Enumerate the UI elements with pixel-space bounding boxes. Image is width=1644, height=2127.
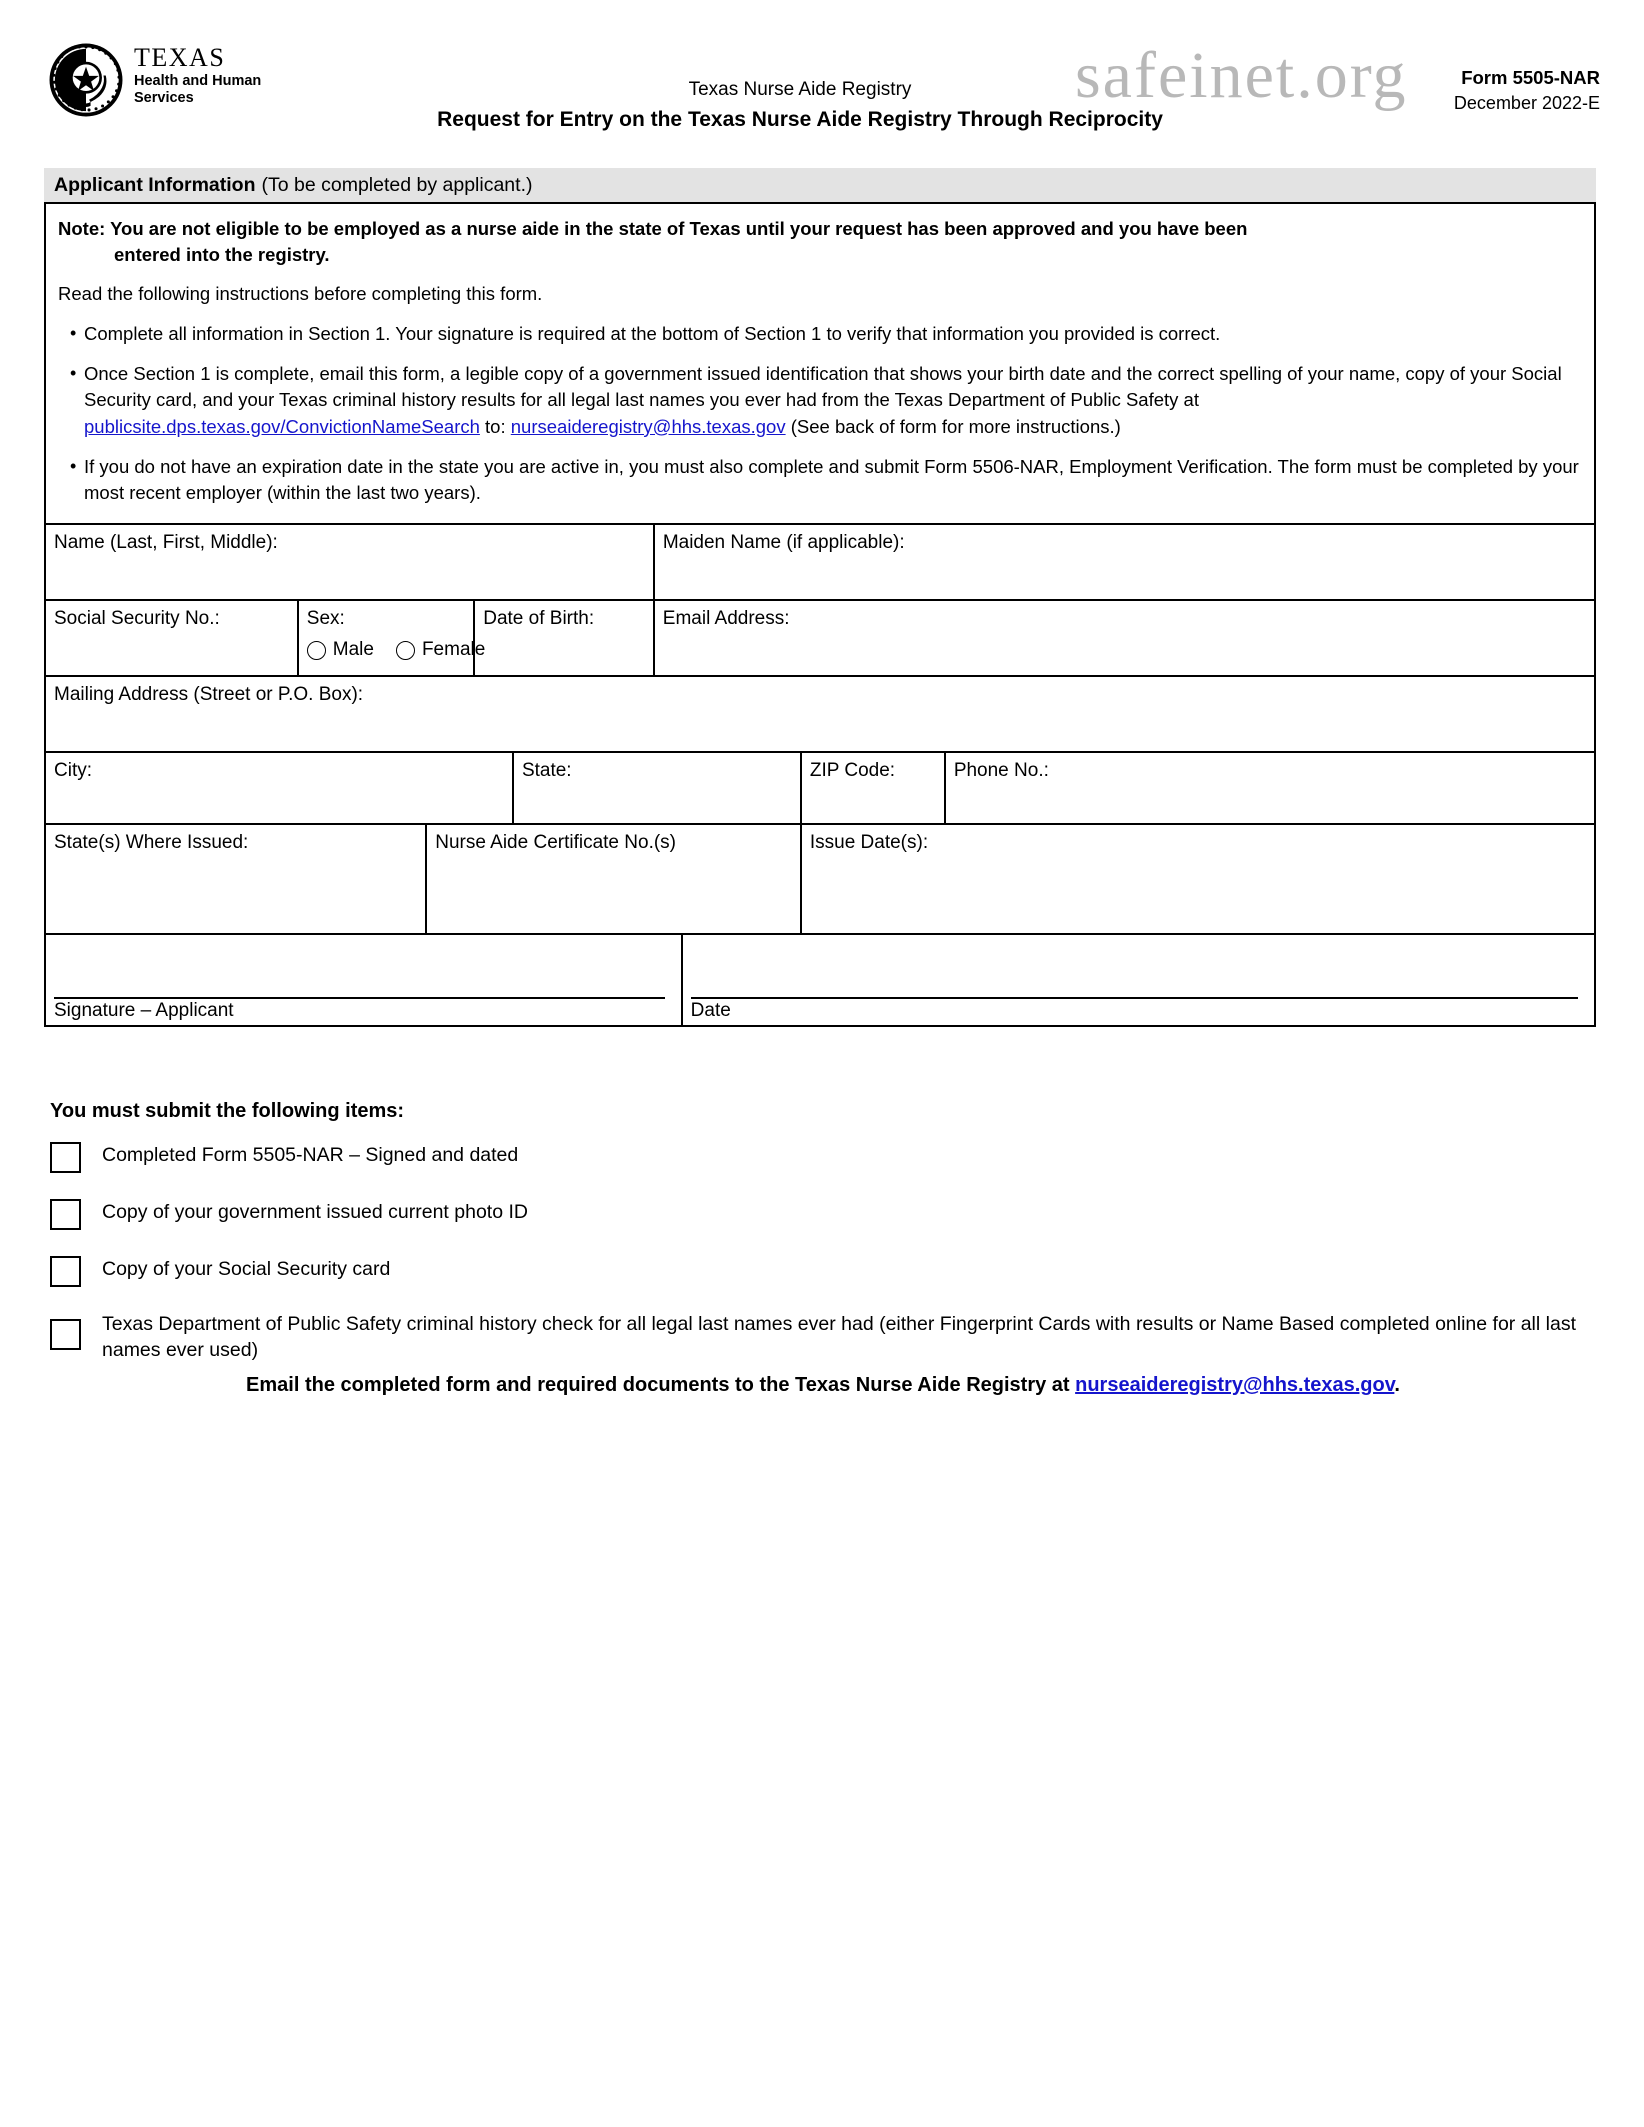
field-label-phone-no: Phone No.: [953, 759, 1049, 781]
checklist-label: Texas Department of Public Safety criminal history check for all legal last names ever had (either Fingerprint Cards with results or Name Based completed online for all last names ever used) [102, 1313, 1576, 1362]
field-email-address[interactable] [653, 601, 1594, 675]
field-label-city: City: [54, 759, 92, 781]
submit-items-checklist [50, 1140, 1596, 1388]
title-block [300, 78, 1300, 133]
checkbox-social-security-card[interactable] [50, 1256, 81, 1287]
agency-sub-line-1: Health and Human [134, 73, 262, 90]
form-number: Form 5505-NAR [1461, 67, 1600, 88]
field-phone-no[interactable] [944, 753, 1594, 823]
field-label-social-security-no: Social Security No.: [54, 607, 220, 629]
checklist-item[interactable] [50, 1140, 1596, 1173]
section-header-applicant-information [44, 168, 1596, 202]
agency-name: TEXAS [134, 43, 226, 72]
field-label-certificate-no: Nurse Aide Certificate No.(s) [435, 831, 676, 853]
radio-label-male: Male [332, 639, 374, 661]
submit-items-heading: You must submit the following items: [50, 1100, 405, 1122]
field-certificate-no[interactable] [425, 825, 800, 933]
field-label-state: State: [521, 759, 572, 781]
radio-male[interactable] [307, 641, 326, 660]
field-label-date-of-birth: Date of Birth: [483, 607, 595, 629]
field-label-date: Date [690, 999, 731, 1021]
eligibility-note [58, 216, 1580, 267]
checklist-item[interactable] [50, 1254, 1596, 1287]
checkbox-completed-form[interactable] [50, 1142, 81, 1173]
checklist-item[interactable] [50, 1309, 1596, 1364]
field-mailing-address[interactable] [46, 677, 1594, 751]
bullet-2-text-before: Once Section 1 is complete, email this form, a legible copy of a government issued identification that shows your birth date and the correct spelling of your name, copy of your Social Security card, and your Texas criminal history results for all legal last names you ever had from the Texas Department of Public Safety at [84, 363, 1562, 411]
radio-female[interactable] [396, 641, 415, 660]
footer-text-after: . [1394, 1374, 1400, 1396]
field-label-states-where-issued: State(s) Where Issued: [54, 831, 249, 853]
section-note: (To be completed by applicant.) [261, 173, 533, 196]
row-signature-date [46, 933, 1594, 1025]
nurse-aide-registry-email-link-inline[interactable]: nurseaideregistry@hhs.texas.gov [510, 415, 786, 437]
row-name [46, 523, 1594, 599]
field-maiden-name[interactable] [653, 525, 1594, 599]
instructions-block [46, 204, 1594, 523]
checklist-label: Completed Form 5505-NAR – Signed and dated [102, 1144, 519, 1166]
registry-subtitle: Texas Nurse Aide Registry [688, 79, 912, 100]
field-label-email-address: Email Address: [662, 607, 790, 629]
field-social-security-no[interactable] [46, 601, 297, 675]
read-instructions-line: Read the following instructions before completing this form. [58, 283, 543, 305]
page-title: Request for Entry on the Texas Nurse Aide Registry Through Reciprocity [437, 107, 1163, 131]
texas-state-seal-icon [48, 42, 124, 118]
sex-options [307, 638, 486, 662]
form-meta [1454, 66, 1600, 115]
field-label-sex: Sex: [306, 607, 345, 629]
field-name[interactable] [46, 525, 653, 599]
checkbox-criminal-history-check[interactable] [50, 1319, 81, 1350]
applicant-information-table [44, 202, 1596, 1027]
bullet-2-text-after: (See back of form for more instructions.) [785, 415, 1121, 437]
instruction-bullet-2 [58, 361, 1580, 440]
instruction-bullets [58, 321, 1580, 507]
bullet-2-text-mid: to: [479, 415, 511, 437]
dps-conviction-name-search-link[interactable]: publicsite.dps.texas.gov/ConvictionNameSearch [84, 415, 480, 437]
row-mailing-address [46, 675, 1594, 751]
row-ssn-sex-dob-email [46, 599, 1594, 675]
radio-label-female: Female [421, 639, 486, 661]
watermark-safeinet: safeinet.org [1075, 39, 1408, 112]
field-date-of-birth[interactable] [473, 601, 653, 675]
field-state[interactable] [512, 753, 800, 823]
checklist-label: Copy of your government issued current photo ID [102, 1201, 528, 1223]
agency-sub-line-2: Services [134, 90, 194, 107]
field-states-where-issued[interactable] [46, 825, 425, 933]
field-signature-applicant[interactable] [46, 935, 681, 1025]
field-label-mailing-address: Mailing Address (Street or P.O. Box): [54, 683, 364, 705]
instruction-bullet-1: • Complete all information in Section 1. Your signature is required at the bottom of Section 1 to verify that information you provided is correct. [58, 321, 1580, 347]
field-date[interactable] [681, 935, 1594, 1025]
eligibility-note-line-1: Note: You are not eligible to be employed as a nurse aide in the state of Texas until your request has been approved and you have been [58, 218, 1248, 239]
field-label-maiden-name: Maiden Name (if applicable): [662, 531, 905, 553]
field-sex [297, 601, 486, 675]
field-issue-dates[interactable] [800, 825, 1594, 933]
checklist-item[interactable] [50, 1197, 1596, 1230]
document-header [0, 0, 1644, 155]
field-label-issue-dates: Issue Date(s): [809, 831, 929, 853]
checkbox-photo-id[interactable] [50, 1199, 81, 1230]
field-city[interactable] [46, 753, 512, 823]
date-line [691, 997, 1578, 999]
agency-logo [48, 42, 261, 118]
footer-email-instruction [50, 1374, 1596, 1397]
nurse-aide-registry-email-link-footer[interactable]: nurseaideregistry@hhs.texas.gov [1075, 1374, 1395, 1396]
eligibility-note-line-2: entered into the registry. [114, 243, 330, 265]
section-title: Applicant Information [54, 173, 256, 196]
field-label-zip-code: ZIP Code: [809, 759, 896, 781]
row-city-state-zip-phone [46, 751, 1594, 823]
form-revision-date: December 2022-E [1453, 92, 1600, 113]
checklist-label: Copy of your Social Security card [102, 1258, 391, 1280]
field-zip-code[interactable] [800, 753, 944, 823]
field-label-name: Name (Last, First, Middle): [54, 531, 278, 553]
field-label-signature: Signature – Applicant [54, 999, 234, 1021]
footer-text-before: Email the completed form and required documents to the Texas Nurse Aide Registry at [246, 1374, 1076, 1396]
row-certificate [46, 823, 1594, 933]
instruction-bullet-3: • If you do not have an expiration date in the state you are active in, you must also complete and submit Form 5506-NAR, Employment Verification. The form must be completed by your most recent employer (within the last two years). [58, 454, 1580, 507]
